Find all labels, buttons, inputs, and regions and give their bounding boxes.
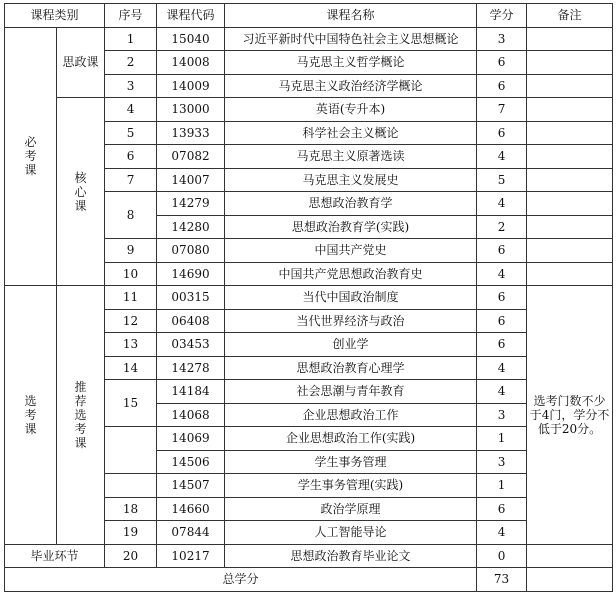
course-name: 企业思想政治工作(实践) [225,427,477,451]
course-code: 14278 [157,356,225,380]
course-remark [527,168,613,192]
course-name: 英语(专升本) [225,98,477,122]
group-required-char: 考 [24,149,37,164]
course-seq: 9 [105,239,157,263]
course-credit: 1 [477,474,527,498]
course-remark [527,98,613,122]
course-credit: 3 [477,27,527,51]
course-remark [527,215,613,239]
course-credit: 6 [477,497,527,521]
course-code: 14068 [157,403,225,427]
course-name: 中国共产党思想政治教育史 [225,262,477,286]
course-credit: 0 [477,544,527,568]
course-name: 马克思主义发展史 [225,168,477,192]
course-credit: 3 [477,450,527,474]
course-seq: 13 [105,333,157,357]
course-credit: 3 [477,403,527,427]
header-name: 课程名称 [225,4,477,28]
course-name: 思想政治教育学 [225,192,477,216]
table-row [5,544,613,568]
course-seq: 8 [105,192,157,239]
course-seq: 14 [105,356,157,380]
header-credit: 学分 [477,4,527,28]
course-seq: 11 [105,286,157,310]
course-name: 思想政治教育毕业论文 [225,544,477,568]
course-seq: 3 [105,74,157,98]
course-name: 中国共产党史 [225,239,477,263]
course-name: 马克思主义原著选读 [225,145,477,169]
course-name: 科学社会主义概论 [225,121,477,145]
course-remark [527,27,613,51]
course-name: 思想政治教育学(实践) [225,215,477,239]
course-remark [527,262,613,286]
header-category: 课程类别 [5,4,105,28]
table-row [5,27,613,51]
header-remark: 备注 [527,4,613,28]
group-core-char: 核 [74,170,87,185]
group-political-char: 政 [74,55,87,70]
group-required [5,27,57,286]
group-recommended-char: 推 [74,379,87,394]
course-credit: 4 [477,262,527,286]
course-credit: 6 [477,51,527,75]
group-recommended-char: 课 [74,435,87,450]
course-name: 社会思潮与青年教育 [225,380,477,404]
course-credit: 5 [477,168,527,192]
course-code: 14009 [157,74,225,98]
course-credit: 2 [477,215,527,239]
course-name: 思想政治教育心理学 [225,356,477,380]
table-row [5,286,613,310]
group-required-char: 课 [24,163,37,178]
header-row [5,4,613,28]
course-code: 06408 [157,309,225,333]
group-core-char: 课 [74,198,87,213]
course-seq: 10 [105,262,157,286]
course-name: 创业学 [225,333,477,357]
course-code: 10217 [157,544,225,568]
course-credit: 4 [477,145,527,169]
group-political [57,27,105,98]
group-elective-char: 选 [24,393,37,408]
elective-note: 选考门数不少于4门，学分不低于20分。 [527,286,613,545]
course-code: 14007 [157,168,225,192]
total-row [5,568,613,592]
course-code: 14690 [157,262,225,286]
course-seq: 7 [105,168,157,192]
group-core-char: 心 [74,184,87,199]
course-remark [527,121,613,145]
course-code: 14507 [157,474,225,498]
course-credit: 4 [477,192,527,216]
course-code: 07082 [157,145,225,169]
course-credit: 1 [477,427,527,451]
course-credit: 4 [477,356,527,380]
course-code: 00315 [157,286,225,310]
group-recommended-char: 选 [74,407,87,422]
course-credit: 6 [477,333,527,357]
course-remark [527,192,613,216]
course-credit: 6 [477,239,527,263]
group-graduation: 毕业环节 [5,544,105,568]
group-elective-char: 考 [24,407,37,422]
course-credit: 4 [477,380,527,404]
course-remark [527,544,613,568]
course-remark [527,74,613,98]
course-code: 14660 [157,497,225,521]
course-code: 03453 [157,333,225,357]
group-recommended-char: 考 [74,421,87,436]
course-name: 企业思想政治工作 [225,403,477,427]
course-seq: 6 [105,145,157,169]
course-seq [105,427,157,474]
course-code: 15040 [157,27,225,51]
course-code: 14184 [157,380,225,404]
table-body [5,4,613,592]
course-code: 07080 [157,239,225,263]
group-required-char: 必 [24,135,37,150]
course-seq: 15 [105,380,157,427]
course-code: 13933 [157,121,225,145]
course-credit: 4 [477,521,527,545]
course-code: 13000 [157,98,225,122]
course-name: 马克思主义哲学概论 [225,51,477,75]
course-name: 当代中国政治制度 [225,286,477,310]
course-name: 习近平新时代中国特色社会主义思想概论 [225,27,477,51]
course-code: 14280 [157,215,225,239]
course-seq: 18 [105,497,157,521]
group-elective-char: 课 [24,421,37,436]
course-credit: 6 [477,309,527,333]
header-code: 课程代码 [157,4,225,28]
group-political-char: 思 [62,55,75,70]
group-recommended-char: 荐 [74,393,87,408]
course-credit: 6 [477,121,527,145]
course-remark [527,145,613,169]
course-seq: 1 [105,27,157,51]
course-name: 马克思主义政治经济学概论 [225,74,477,98]
course-seq [105,474,157,498]
course-credit: 6 [477,74,527,98]
course-seq: 20 [105,544,157,568]
total-label: 总学分 [5,568,477,592]
course-code: 14279 [157,192,225,216]
course-credit: 6 [477,286,527,310]
course-seq: 12 [105,309,157,333]
course-name: 学生事务管理(实践) [225,474,477,498]
group-core [57,98,105,286]
group-elective [5,286,57,545]
course-code: 07844 [157,521,225,545]
course-code: 14506 [157,450,225,474]
course-name: 政治学原理 [225,497,477,521]
course-credit: 7 [477,98,527,122]
course-remark [527,239,613,263]
header-seq: 序号 [105,4,157,28]
course-name: 人工智能导论 [225,521,477,545]
course-seq: 5 [105,121,157,145]
course-seq: 2 [105,51,157,75]
group-political-char: 课 [86,55,99,70]
course-seq: 19 [105,521,157,545]
total-remark [527,568,613,592]
course-code: 14069 [157,427,225,451]
course-name: 学生事务管理 [225,450,477,474]
table-row [5,98,613,122]
course-remark [527,51,613,75]
course-name: 当代世界经济与政治 [225,309,477,333]
total-credit: 73 [477,568,527,592]
group-recommended [57,286,105,545]
course-code: 14008 [157,51,225,75]
curriculum-table [4,3,613,592]
course-seq: 4 [105,98,157,122]
